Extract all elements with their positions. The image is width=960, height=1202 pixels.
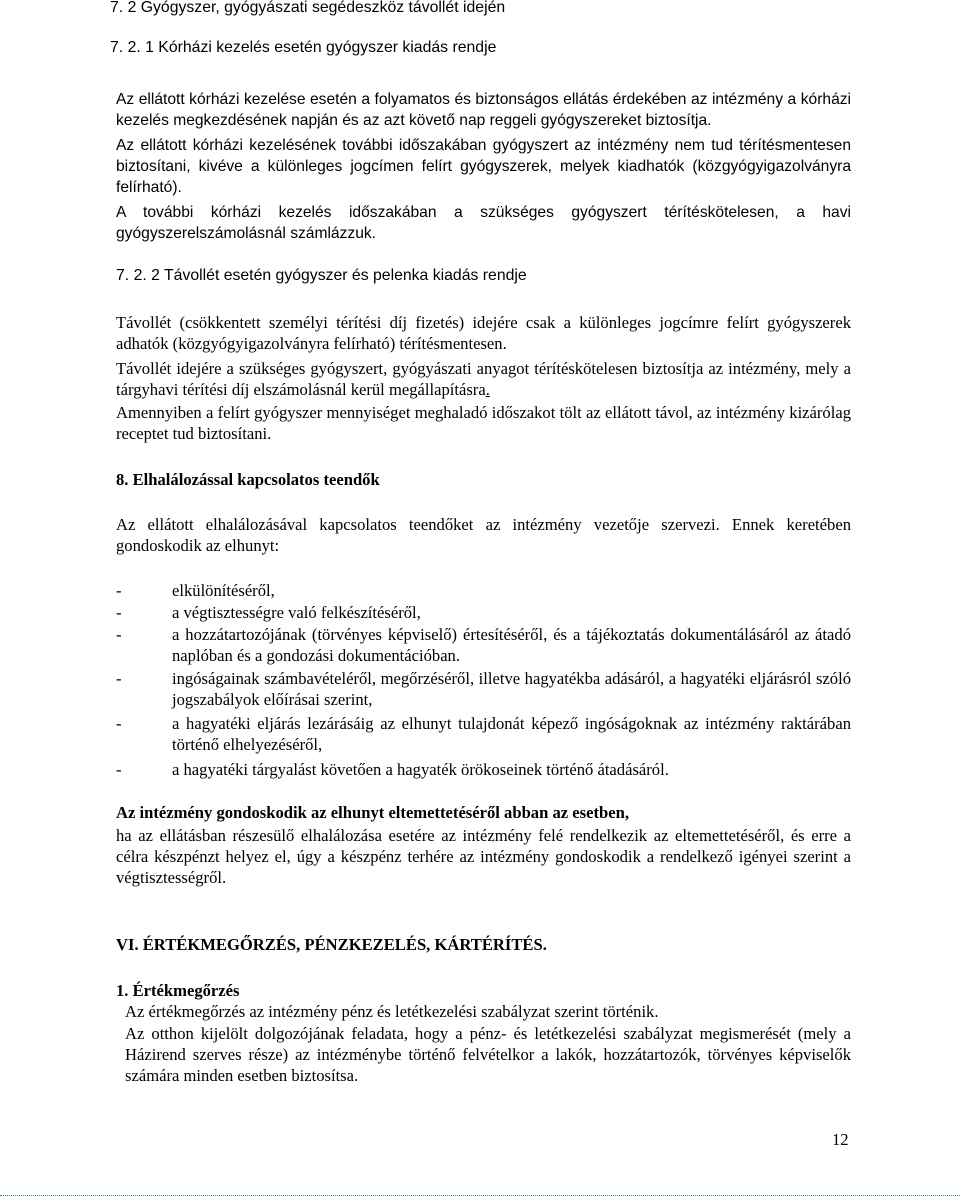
- list-dash: -: [116, 603, 122, 622]
- funeral-heading: Az intézmény gondoskodik az elhunyt eltemettetéséről abban az esetben,: [116, 803, 629, 822]
- section-8-heading: 8. Elhalálozással kapcsolatos teendők: [116, 470, 380, 489]
- list-item-text: a hagyatéki tárgyalást követően a hagyaték örökoseinek történő átadásáról.: [172, 760, 669, 779]
- list-dash: -: [116, 669, 122, 688]
- list-dash: -: [116, 581, 122, 600]
- subsection-1-heading: 1. Értékmegőrzés: [116, 981, 240, 1000]
- list-dash: -: [116, 714, 122, 733]
- list-item-text: a hagyatéki eljárás lezárásáig az elhunyt tulajdonát képező ingóságoknak az intézmény raktárában történő elhelyezéséről,: [172, 714, 851, 754]
- section-7-2-2-paragraph-3: Amennyiben a felírt gyógyszer mennyiséget meghaladó időszakot tölt az ellátott távol, az intézmény kizárólag receptet tud biztosítani.: [116, 403, 851, 443]
- chapter-VI-heading: VI. ÉRTÉKMEGŐRZÉS, PÉNZKEZELÉS, KÁRTÉRÍTÉS.: [116, 935, 547, 954]
- list-item-text: a hozzátartozójának (törvényes képviselő) értesítéséről, és a tájékoztatás dokumentálásáról az átadó naplóban és a gondozási dokumentációban.: [172, 625, 851, 665]
- section-7-2-2-paragraph-2-end: .: [485, 380, 490, 399]
- funeral-paragraph: ha az ellátásban részesülő elhalálozása esetére az intézmény felé rendelkezik az eltemettetéséről, és erre a célra készpénzt helyez el, úgy a készpénz terhére az intézmény gondoskodik a rendelkező igényei szerint a végtisztességről.: [116, 826, 851, 887]
- section-8-intro: Az ellátott elhalálozásával kapcsolatos teendőket az intézmény vezetője szervezi. Ennek keretében gondoskodik az elhunyt:: [116, 515, 851, 555]
- section-7-2-1-paragraph-2: Az ellátott kórházi kezelésének további időszakában gyógyszert az intézmény nem tud térítésmentesen biztosítani, kivéve a különleges jogcímen felírt gyógyszerek, melyek kiadhatók (közgyógyigazolványra felírható).: [116, 137, 851, 196]
- section-7-2-1-paragraph-3: A további kórházi kezelés időszakában a szükséges gyógyszert térítéskötelesen, a havi gyógyszerelszámolásnál számlázzuk.: [116, 204, 851, 242]
- footer-divider: [0, 1195, 960, 1196]
- subsection-1-paragraph-2: Az otthon kijelölt dolgozójának feladata, hogy a pénz- és letétkezelési szabályzat megismerését (mely a Házirend szerves része) az intézménybe történő felvételkor a lakók, hozzátartozók, törvényes képviselők számára minden esetben biztosítsa.: [125, 1024, 851, 1085]
- list-dash: -: [116, 760, 122, 779]
- list-item-text: a végtisztességre való felkészítéséről,: [172, 603, 421, 622]
- section-7-2-heading: 7. 2 Gyógyszer, gyógyászati segédeszköz távollét idején: [110, 0, 506, 16]
- subsection-1-paragraph-1: Az értékmegőrzés az intézmény pénz és letétkezelési szabályzat szerint történik.: [125, 1002, 659, 1021]
- section-7-2-1-paragraph-1: Az ellátott kórházi kezelése esetén a folyamatos és biztonságos ellátás érdekében az intézmény a kórházi kezelés megkezdésének napján és az azt követő nap reggeli gyógyszereket biztosítja.: [116, 91, 851, 129]
- section-7-2-1-heading: 7. 2. 1 Kórházi kezelés esetén gyógyszer kiadás rendje: [110, 39, 497, 56]
- section-7-2-2-heading: 7. 2. 2 Távollét esetén gyógyszer és pelenka kiadás rendje: [116, 267, 527, 284]
- section-7-2-2-paragraph-2-text: Távollét idejére a szükséges gyógyszert, gyógyászati anyagot térítéskötelesen biztosítja az intézmény, mely a tárgyhavi térítési díj elszámolásnál kerül megállapításra: [116, 359, 851, 399]
- list-item-text: elkülönítéséről,: [172, 581, 275, 600]
- section-7-2-2-paragraph-2: [116, 358, 851, 400]
- page-number: 12: [832, 1130, 849, 1149]
- list-item-text: ingóságainak számbavételéről, megőrzéséről, illetve hagyatékba adásáról, a hagyatéki eljárásról szóló jogszabályok előírásai szerint,: [172, 669, 851, 709]
- list-dash: -: [116, 625, 122, 644]
- section-7-2-2-paragraph-1: Távollét (csökkentett személyi térítési díj fizetés) idejére csak a különleges jogcímre felírt gyógyszerek adhatók (közgyógyigazolványra felírható) térítésmentesen.: [116, 313, 851, 353]
